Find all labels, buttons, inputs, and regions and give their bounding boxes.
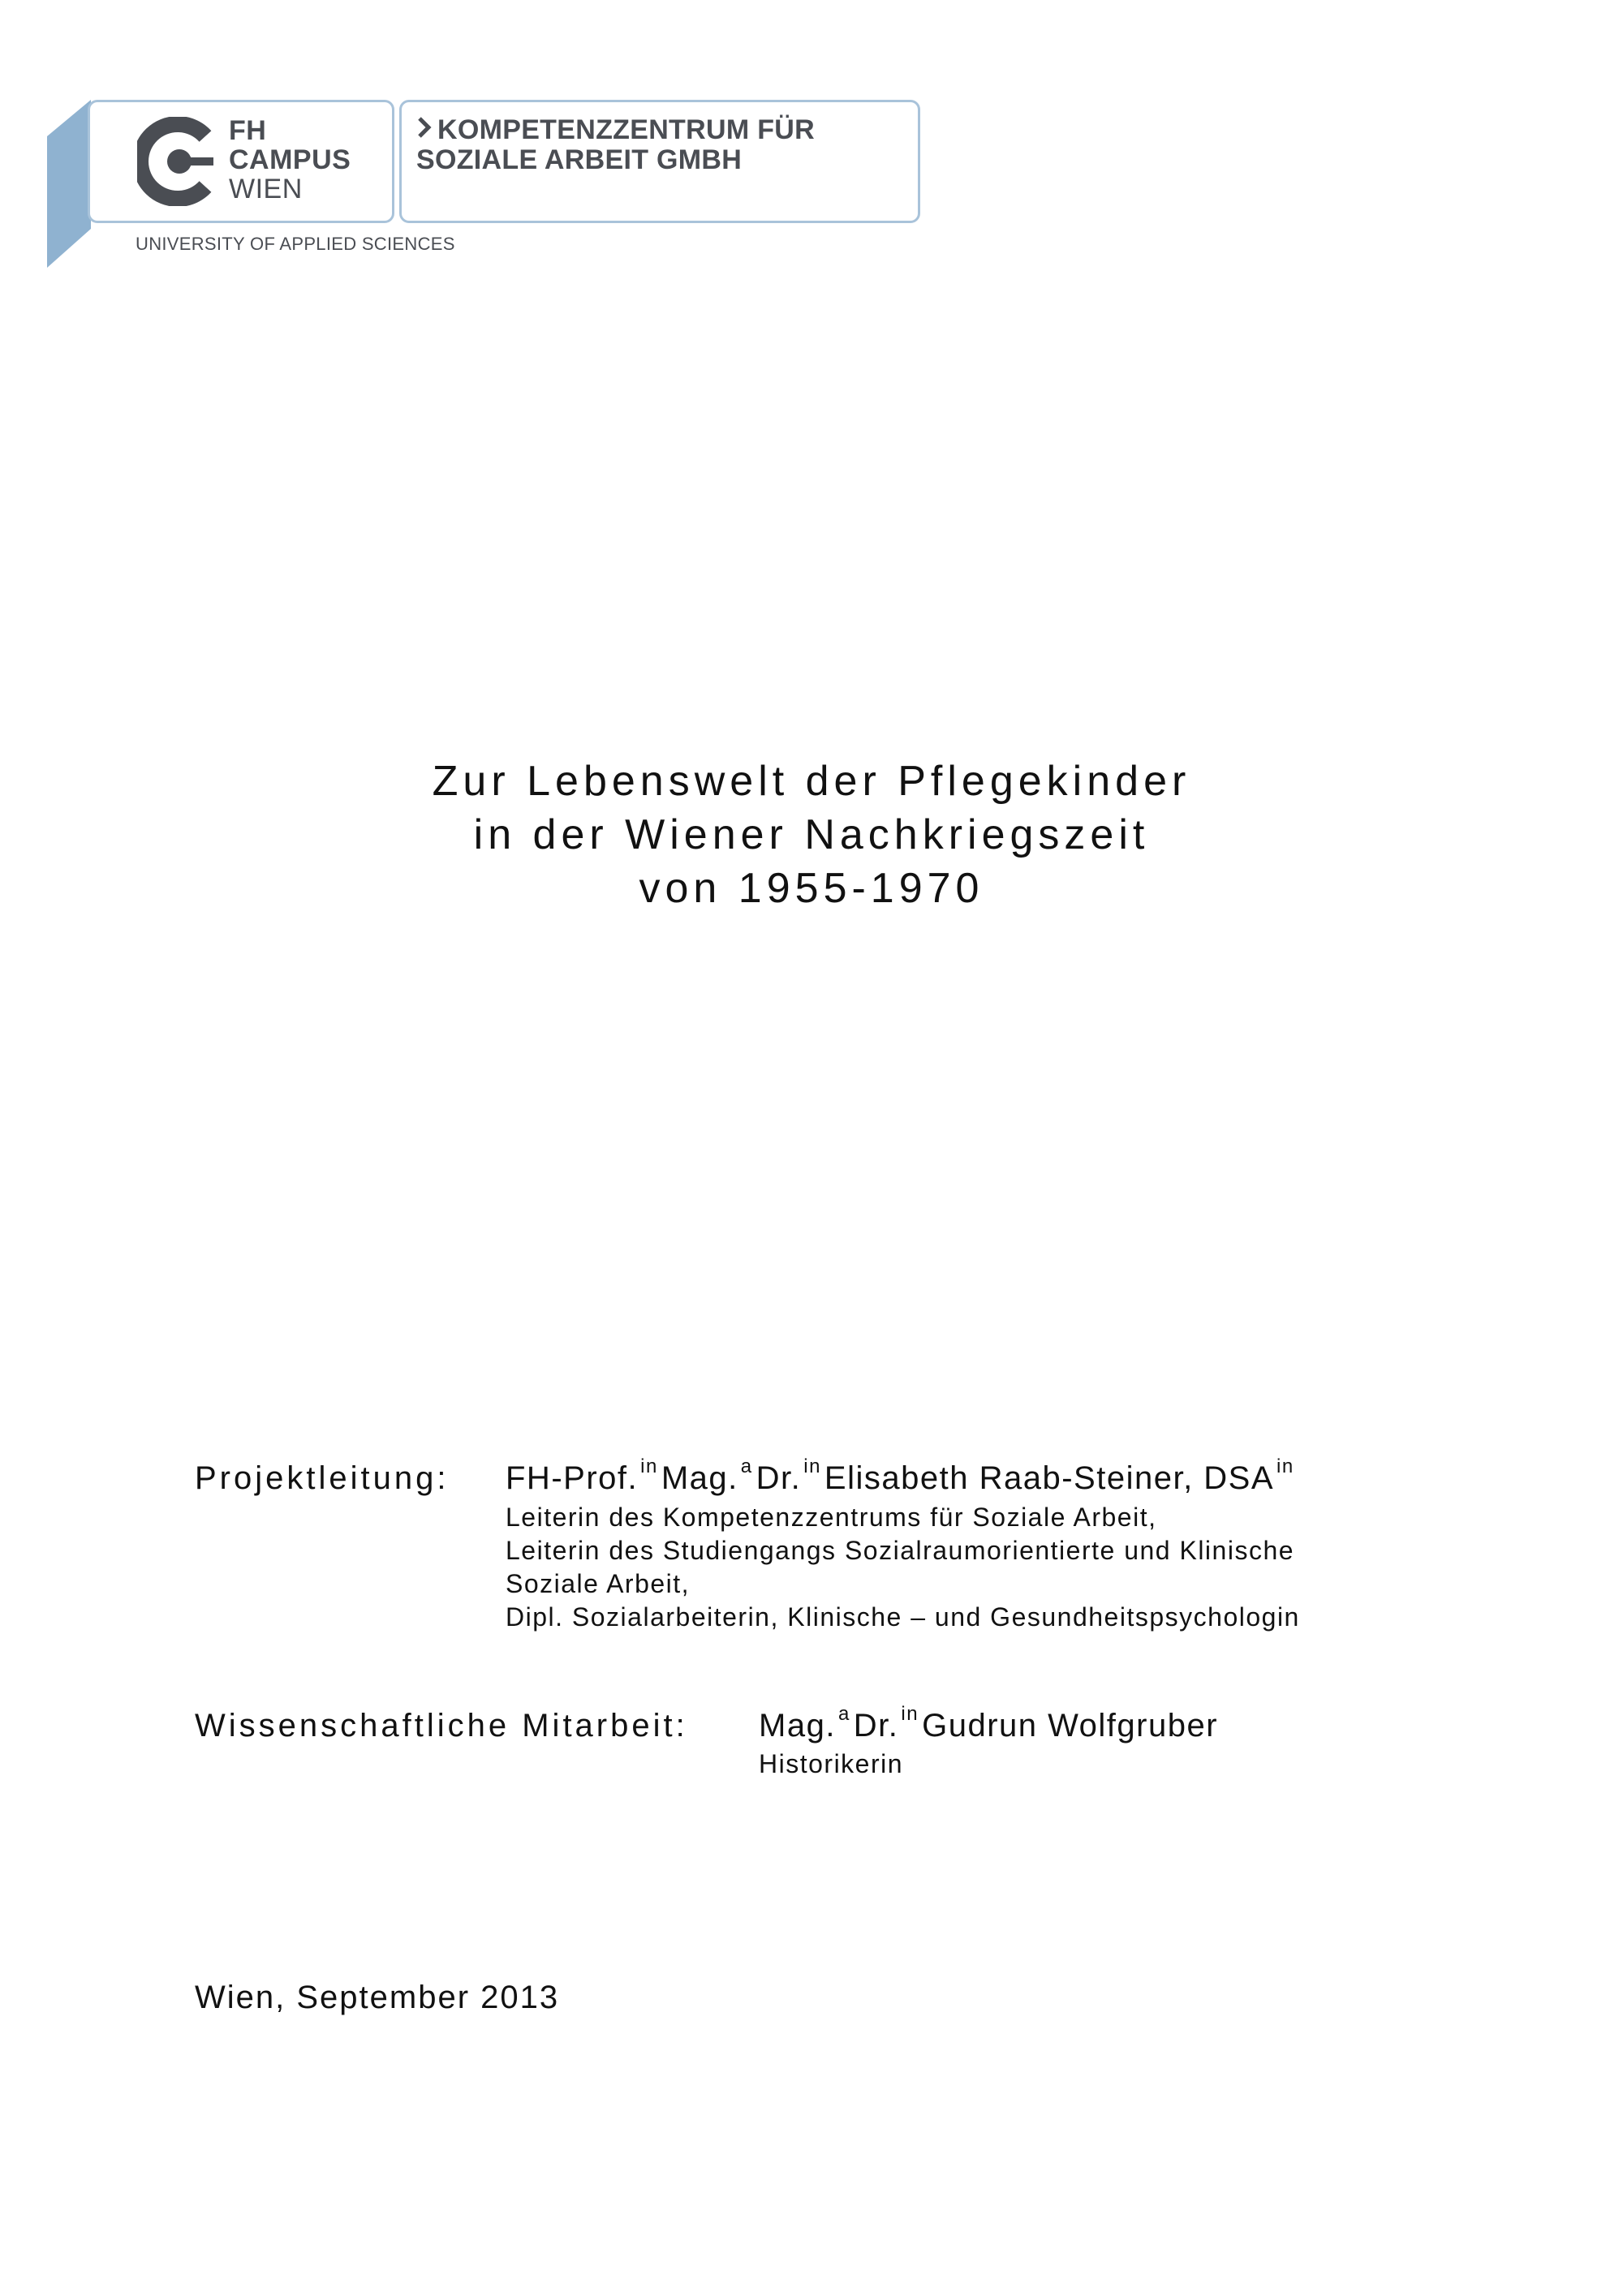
logo-wedge-shape	[0, 0, 97, 276]
document-title	[0, 755, 1623, 915]
detail-line: Leiterin des Studiengangs Sozialraumorientierte und Klinische	[506, 1536, 1295, 1565]
title-line-3: von 1955-1970	[639, 865, 984, 912]
kompetenz-line-1: KOMPETENZZENTRUM FÜR	[437, 114, 815, 145]
title-dr: Dr.	[853, 1708, 899, 1743]
superscript: a	[837, 1703, 850, 1725]
wien-line: WIEN	[229, 174, 303, 204]
title-line-2: in der Wiener Nachkriegszeit	[473, 811, 1150, 858]
kompetenzzentrum-wordmark	[416, 115, 815, 175]
title-mag: Mag.	[759, 1708, 836, 1743]
detail-line: Leiterin des Kompetenzzentrums für Soziale Arbeit,	[506, 1503, 1157, 1532]
title-mag: Mag.	[661, 1460, 738, 1496]
mitarbeit-details	[759, 1748, 903, 1781]
fh-campus-wordmark	[229, 116, 351, 204]
person-name: Elisabeth Raab-Steiner, DSA	[824, 1460, 1275, 1496]
superscript: a	[740, 1455, 753, 1477]
university-tagline: UNIVERSITY OF APPLIED SCIENCES	[136, 234, 455, 254]
mitarbeit-name	[759, 1703, 1219, 1744]
projektleitung-name	[506, 1455, 1298, 1497]
title-dr: Dr.	[756, 1460, 802, 1496]
document-date: Wien, September 2013	[195, 1980, 560, 2015]
logo-header	[0, 0, 941, 276]
fh-line: FH	[229, 115, 267, 146]
detail-line: Dipl. Sozialarbeiterin, Klinische – und Gesundheitspsychologin	[506, 1602, 1300, 1632]
person-name: Gudrun Wolfgruber	[922, 1708, 1219, 1743]
kompetenzzentrum-logo	[399, 100, 920, 223]
detail-line: Soziale Arbeit,	[506, 1569, 691, 1598]
superscript: in	[1276, 1455, 1294, 1477]
superscript: in	[901, 1703, 919, 1725]
superscript: in	[803, 1455, 821, 1477]
title-fh-prof: FH-Prof.	[506, 1460, 639, 1496]
title-line-1: Zur Lebenswelt der Pflegekinder	[432, 758, 1191, 805]
fh-campus-logo	[88, 100, 394, 223]
projektleitung-details	[506, 1501, 1300, 1634]
fh-campus-c-icon	[137, 117, 218, 206]
kompetenz-line-2: SOZIALE ARBEIT GMBH	[416, 144, 743, 175]
chevron-right-icon	[416, 116, 433, 139]
superscript: in	[640, 1455, 658, 1477]
mitarbeit-label: Wissenschaftliche Mitarbeit:	[195, 1708, 688, 1743]
projektleitung-label: Projektleitung:	[195, 1460, 450, 1496]
campus-line: CAMPUS	[229, 144, 351, 175]
detail-line: Historikerin	[759, 1749, 904, 1778]
